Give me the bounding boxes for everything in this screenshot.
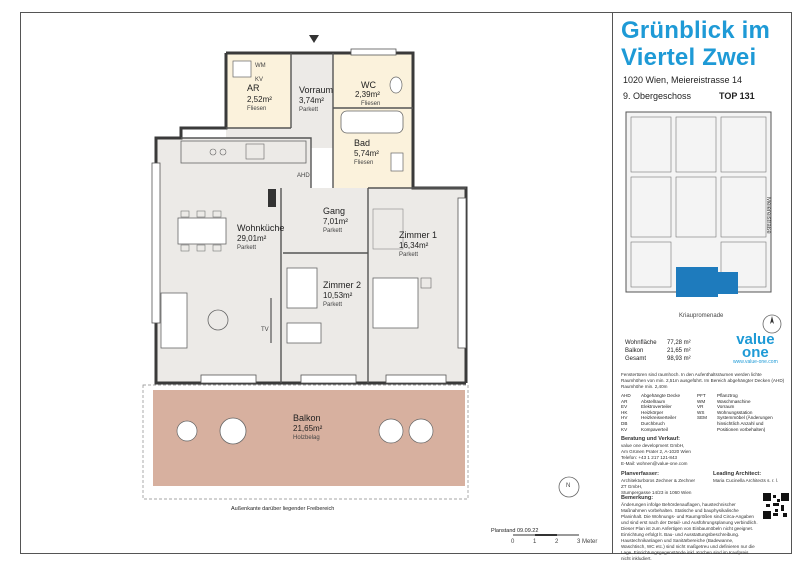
bad-area: 5,74m²	[354, 149, 379, 158]
planer-block: Planverfasser: Architekturbüros Zechner & Zechner ZT GmbH, Stumpergasse 14/23 in 1060 Wien	[621, 471, 696, 495]
wc-area: 2,39m²	[355, 90, 380, 99]
floor-plan	[21, 13, 611, 553]
vorraum-floor: Parkett	[299, 107, 319, 113]
compass-icon	[761, 313, 783, 335]
zimmer2-name: Zimmer 2	[323, 280, 361, 290]
gang-name: Gang	[323, 206, 346, 216]
area-row: Balkon 21,65 m²	[625, 348, 691, 354]
zimmer1-area: 16,34m²	[399, 241, 429, 250]
key-plan-promenade: Kriaupromenade	[679, 313, 724, 319]
plan-sheet	[20, 12, 792, 561]
abbreviation-row: KV Kompaverteil Positionen vorbehalten)	[621, 426, 766, 432]
ceiling-note: Fenstertüren sind raumhoch. In den Aufenthaltsräumen werden lichte Raumhöhen von min. 2,51m ausgeführt. Im Bereich abgehängter Decken (AHD) Raumhöhe min. 2,40m	[621, 372, 785, 389]
wm-label: WM	[255, 63, 266, 69]
remarks-block: Bemerkung: Änderungen infolge Behördenauflagen, haustechnischer Maßnahmen vorbehalten. Statische und bauphysikalische Planinhalt. Die Wohnungs- und Raumgrößen sind Circa-Angaben und sind erst nach der Detail- und Ausführungsplanung verbindlich. Dieser Plan ist zum Anfertigen von Einbaumöbeln nicht geeignet. Einrichtung erfolgt lt. Bau- und Ausstattungsbeschreibung. Haustechnikanlagen und Sanitärbereiche (Badewanne, Waschtisch, WC etc.) sind nicht maßgetreu und definieren nur die Lage. Einrichtungsgegenstände inkl. Küchen sind im Kaufpreis nicht inkludiert.	[621, 495, 758, 561]
sales-block: Beratung und Verkauf: value one development GmbH, Am Grünen Prater 2, A-1020 Wien Telefon: +43 1 217 121-843 E-Mail: wohnen@value-one.com	[621, 436, 691, 466]
ar-name: AR	[247, 83, 260, 93]
wohnkueche-area: 29,01m²	[237, 234, 267, 243]
unit-number: TOP 131	[719, 91, 755, 101]
north-label: N	[566, 483, 571, 489]
vorraum-name: Vorraum	[299, 85, 334, 95]
key-plan-unit-highlight	[676, 267, 718, 297]
wc-floor: Fliesen	[361, 101, 381, 107]
area-row: Wohnfläche 77,28 m²	[625, 340, 691, 346]
area-row: Gesamt 98,93 m²	[625, 356, 691, 362]
vorraum-area: 3,74m²	[299, 96, 324, 105]
info-panel	[612, 13, 793, 561]
abbreviation-row: HV Heizkreisverteiler SEM Systemmöbel (Änderungen	[621, 415, 773, 421]
balkon-name: Balkon	[293, 413, 321, 423]
abbreviation-row: EV Elektroverteiler VR Vorraum	[621, 404, 735, 410]
abbreviation-row: AHD Abgehängte Decke PFT Pflanztrog	[621, 393, 738, 398]
abbreviation-table	[621, 393, 787, 432]
area-summary	[625, 339, 691, 363]
qr-code	[763, 493, 789, 519]
scale-0: 0	[511, 539, 515, 545]
zimmer1-floor: Parkett	[399, 252, 419, 258]
abbreviation-row: AR Abstellraum WM Waschmaschine	[621, 398, 751, 404]
tv-label: TV	[261, 327, 269, 333]
project-floor: 9. Obergeschoss	[623, 91, 692, 101]
key-plan	[621, 107, 781, 317]
wohnkueche-floor: Parkett	[237, 245, 257, 251]
kv-label: KV	[255, 77, 264, 83]
gang-floor: Parkett	[323, 228, 343, 234]
freibereich-label: Außenkante darüber liegender Freibereich	[231, 506, 335, 512]
key-plan-street: Meiereistraße	[765, 197, 771, 234]
zimmer1-name: Zimmer 1	[399, 230, 437, 240]
ar-floor: Fliesen	[247, 106, 267, 112]
project-title	[621, 17, 770, 71]
zimmer2-floor: Parkett	[323, 302, 343, 308]
project-title-line2: Viertel Zwei	[621, 44, 757, 71]
project-title-line1: Grünblick im	[621, 17, 771, 44]
bad-floor: Fliesen	[354, 160, 374, 166]
wc-name: WC	[361, 80, 376, 90]
gang-area: 7,01m²	[323, 217, 348, 226]
abbreviation-row: HK Heizkörper WS Wohnungsstation	[621, 409, 753, 415]
zimmer2-area: 10,53m²	[323, 291, 353, 300]
scale-1: 1	[533, 539, 537, 545]
ahd-label: AHD	[297, 173, 310, 179]
value-one-logo: value one www.value-one.com	[733, 331, 778, 365]
scale-3: 3 Meter	[577, 539, 598, 545]
lead-architect-block: Leading Architect: Maria Cucinella Architects s. r. l.	[713, 471, 779, 483]
abbreviation-row: DB Durchbruch hinsichtlich Anzahl und	[621, 420, 764, 426]
balkon-area: 21,65m²	[293, 424, 323, 433]
scale-2: 2	[555, 539, 559, 545]
bad-name: Bad	[354, 138, 371, 148]
balkon-floor: Holzbelag	[293, 435, 320, 441]
project-address: 1020 Wien, Meiereistrasse 14	[623, 75, 743, 85]
wohnkueche-name: Wohnküche	[237, 223, 285, 233]
ar-area: 2,52m²	[247, 95, 272, 104]
planstand-label: Planstand 09.09.22	[491, 528, 539, 534]
